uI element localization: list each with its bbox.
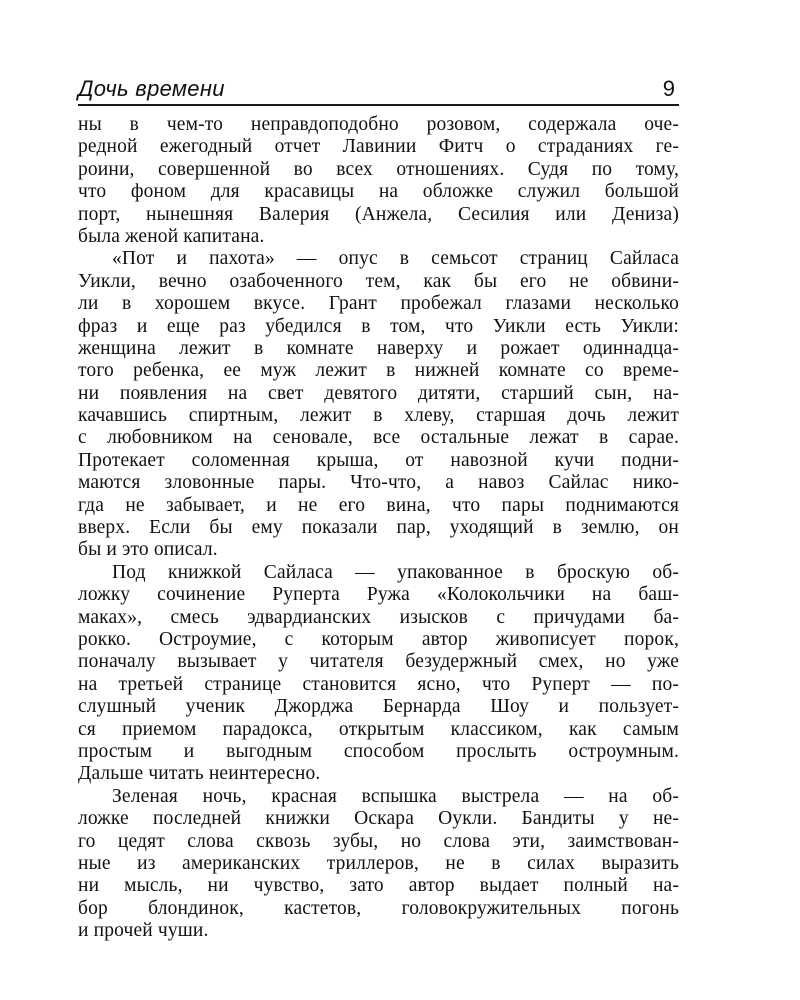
text-line: что фоном для красавицы на обложке служил большой <box>78 181 679 203</box>
text-line: фраз и еще раз убедился в том, что Уикли есть Уикли: <box>78 315 679 337</box>
book-page <box>78 74 679 942</box>
text-line: ли в хорошем вкусе. Грант пробежал глазами несколько <box>78 293 679 315</box>
text-line: простым и выгодным способом прослыть остроумным. <box>78 740 679 762</box>
text-line: рокко. Остроумие, с которым автор живописует порок, <box>78 628 679 650</box>
text-line: ны в чем-то неправдоподобно розовом, содержала оче- <box>78 114 679 135</box>
text-line: поначалу вызывает у читателя безудержный смех, но уже <box>78 651 679 673</box>
text-line: ни мысль, ни чувство, зато автор выдает полный на- <box>78 875 679 897</box>
text-line: Уикли, вечно озабоченного тем, как бы его не обвини- <box>78 270 679 292</box>
text-line: Под книжкой Сайласа — упакованное в броскую об- <box>112 561 679 583</box>
text-line: того ребенка, ее муж лежит в нижней комнате со време- <box>78 360 679 382</box>
text-line: редной ежегодный отчет Лавинии Фитч о страданиях ге- <box>78 136 679 158</box>
text-line: бор блондинок, кастетов, головокружительных погонь <box>78 897 679 919</box>
text-line: Протекает соломенная крыша, от навозной кучи подни- <box>78 449 679 471</box>
text-line: ложку сочинение Руперта Ружа «Колокольчики на баш- <box>78 584 679 606</box>
book-title: Дочь времени <box>78 76 225 101</box>
text-line: гда не забывает, и не его вина, что пары поднимаются <box>78 494 679 516</box>
text-line: роини, совершенной во всех отношениях. Судя по тому, <box>78 158 679 180</box>
text-line: с любовником на сеновале, все остальные лежат в сарае. <box>78 427 679 449</box>
text-line: порт, нынешняя Валерия (Анжела, Сесилия или Дениза) <box>78 203 679 225</box>
text-line: ные из американских триллеров, не в силах выразить <box>78 852 679 874</box>
running-head <box>78 74 679 106</box>
text-line: Дальше читать неинтересно. <box>78 763 321 785</box>
text-line: ся приемом парадокса, открытым классиком, как самым <box>78 718 679 740</box>
text-line: на третьей странице становится ясно, что Руперт — по- <box>78 673 679 695</box>
page-number: 9 <box>662 76 675 101</box>
text-line: ложке последней книжки Оскара Оукли. Бандиты у не- <box>78 808 679 830</box>
text-line: маются зловонные пары. Что-что, а навоз Сайлас нико- <box>78 472 679 494</box>
text-line: качавшись спиртным, лежит в хлеву, старшая дочь лежит <box>78 405 679 427</box>
text-line: слушный ученик Джорджа Бернарда Шоу и пользует- <box>78 696 679 718</box>
text-line: была женой капитана. <box>78 225 265 247</box>
text-line: и прочей чуши. <box>78 920 209 942</box>
text-line: го цедят слова сквозь зубы, но слова эти, заимствован- <box>78 830 679 852</box>
body-text <box>78 114 679 942</box>
text-line: бы и это описал. <box>78 539 218 561</box>
text-line: вверх. Если бы ему показали пар, уходящий в землю, он <box>78 517 679 539</box>
text-line: Зеленая ночь, красная вспышка выстрела — на об- <box>112 785 679 807</box>
text-line: «Пот и пахота» — опус в семьсот страниц Сайласа <box>112 248 679 270</box>
text-line: женщина лежит в комнате наверху и рожает одиннадца- <box>78 337 679 359</box>
text-line: ни появления на свет девятого дитяти, старший сын, на- <box>78 382 679 404</box>
text-line: маках», смесь эдвардианских изысков с причудами ба- <box>78 606 679 628</box>
